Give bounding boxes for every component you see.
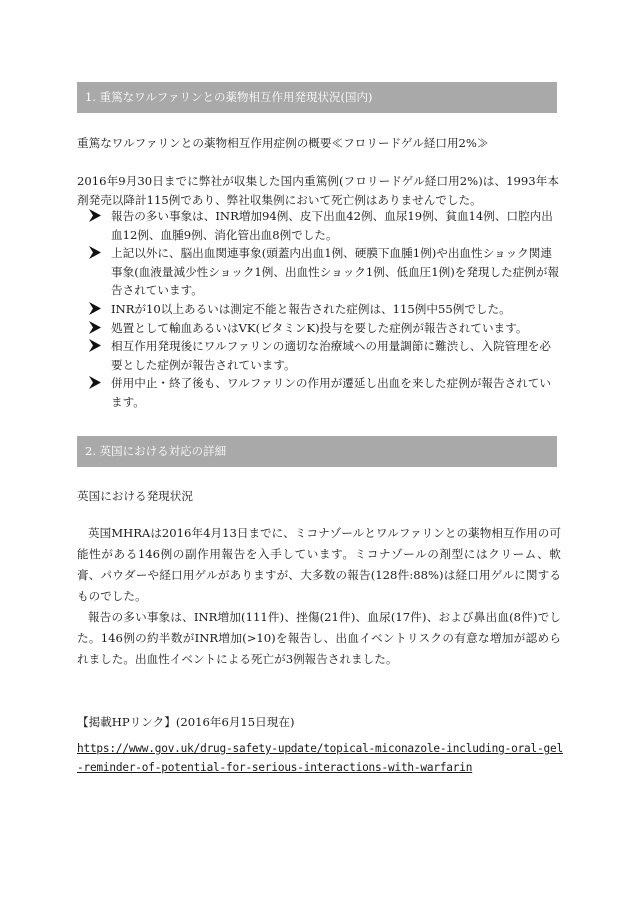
list-item xyxy=(77,207,561,244)
section1-bullet-list xyxy=(77,207,561,412)
footer-link-label: 【掲載HPリンク】(2016年6月15日現在) xyxy=(77,715,295,729)
bullet-text: 上記以外に、脳出血関連事象(頭蓋内出血1例、硬膜下血腫1例)や出血性ショック関連事象(血液量減少性ショック1例、出血性ショック1例、低血圧1例)を発現した症例が報告されています。 xyxy=(111,246,560,298)
section2-body xyxy=(77,523,561,670)
section2-header: 2. 英国における対応の詳細 xyxy=(77,436,557,467)
section2-paragraph-2: 報告の多い事象は、INR増加(111件)、挫傷(21件)、血尿(17件)、および鼻出血(8件)でした。146例の約半数がINR増加(>10)を報告し、出血イベントリスクの有意な増加が認められました。出血性イベントによる死亡が3例報告されました。 xyxy=(77,610,561,666)
section1-intro: 2016年9月30日までに弊社が収集した国内重篤例(フロリードゲル経口用2%)は、1993年本剤発売以降計115例であり、弊社収集例において死亡例はありませんでした。 xyxy=(77,174,559,207)
list-item xyxy=(77,300,561,319)
arrow-bullet-icon xyxy=(89,302,101,315)
bullet-text: 処置として輸血あるいはVK(ビタミンK)投与を要した症例が報告されています。 xyxy=(111,320,528,335)
bullet-text: 併用中止・終了後も、ワルファリンの作用が遷延し出血を来した症例が報告されています。 xyxy=(111,376,551,409)
bullet-text: 相互作用発現後にワルファリンの適切な治療域への用量調節に難渋し、入院管理を必要とした症例が報告されています。 xyxy=(111,339,551,372)
list-item xyxy=(77,374,561,411)
bullet-text: INRが10以上あるいは測定不能と報告された症例は、115例中55例でした。 xyxy=(111,301,511,316)
arrow-bullet-icon xyxy=(89,321,101,334)
footer-link[interactable]: https://www.gov.uk/drug-safety-update/topical-miconazole-including-oral-gel-reminder-of-potential-for-serious-interactions-with-warfarin xyxy=(77,742,563,774)
list-item xyxy=(77,319,561,338)
arrow-bullet-icon xyxy=(89,209,101,222)
arrow-bullet-icon xyxy=(89,246,101,259)
section1-subtitle: 重篤なワルファリンとの薬物相互作用症例の概要≪フロリードゲル経口用2%≫ xyxy=(77,136,489,150)
section2-paragraph-1: 英国MHRAは2016年4月13日までに、ミコナゾールとワルファリンとの薬物相互作用の可能性がある146例の副作用報告を入手しています。ミコナゾールの剤型にはクリーム、軟膏、パウダーや経口用ゲルがありますが、大多数の報告(128件:88%)は経口用ゲルに関するものでした。 xyxy=(77,526,561,603)
list-item xyxy=(77,244,561,300)
section1-header: 1. 重篤なワルファリンとの薬物相互作用発現状況(国内) xyxy=(77,82,557,113)
bullet-text: 報告の多い事象は、INR増加94例、皮下出血42例、血尿19例、貧血14例、口腔内出血12例、血腫9例、消化管出血8例でした。 xyxy=(111,209,553,242)
section2-subtitle: 英国における発現状況 xyxy=(77,489,193,503)
arrow-bullet-icon xyxy=(89,376,101,389)
arrow-bullet-icon xyxy=(89,339,101,352)
list-item xyxy=(77,337,561,374)
